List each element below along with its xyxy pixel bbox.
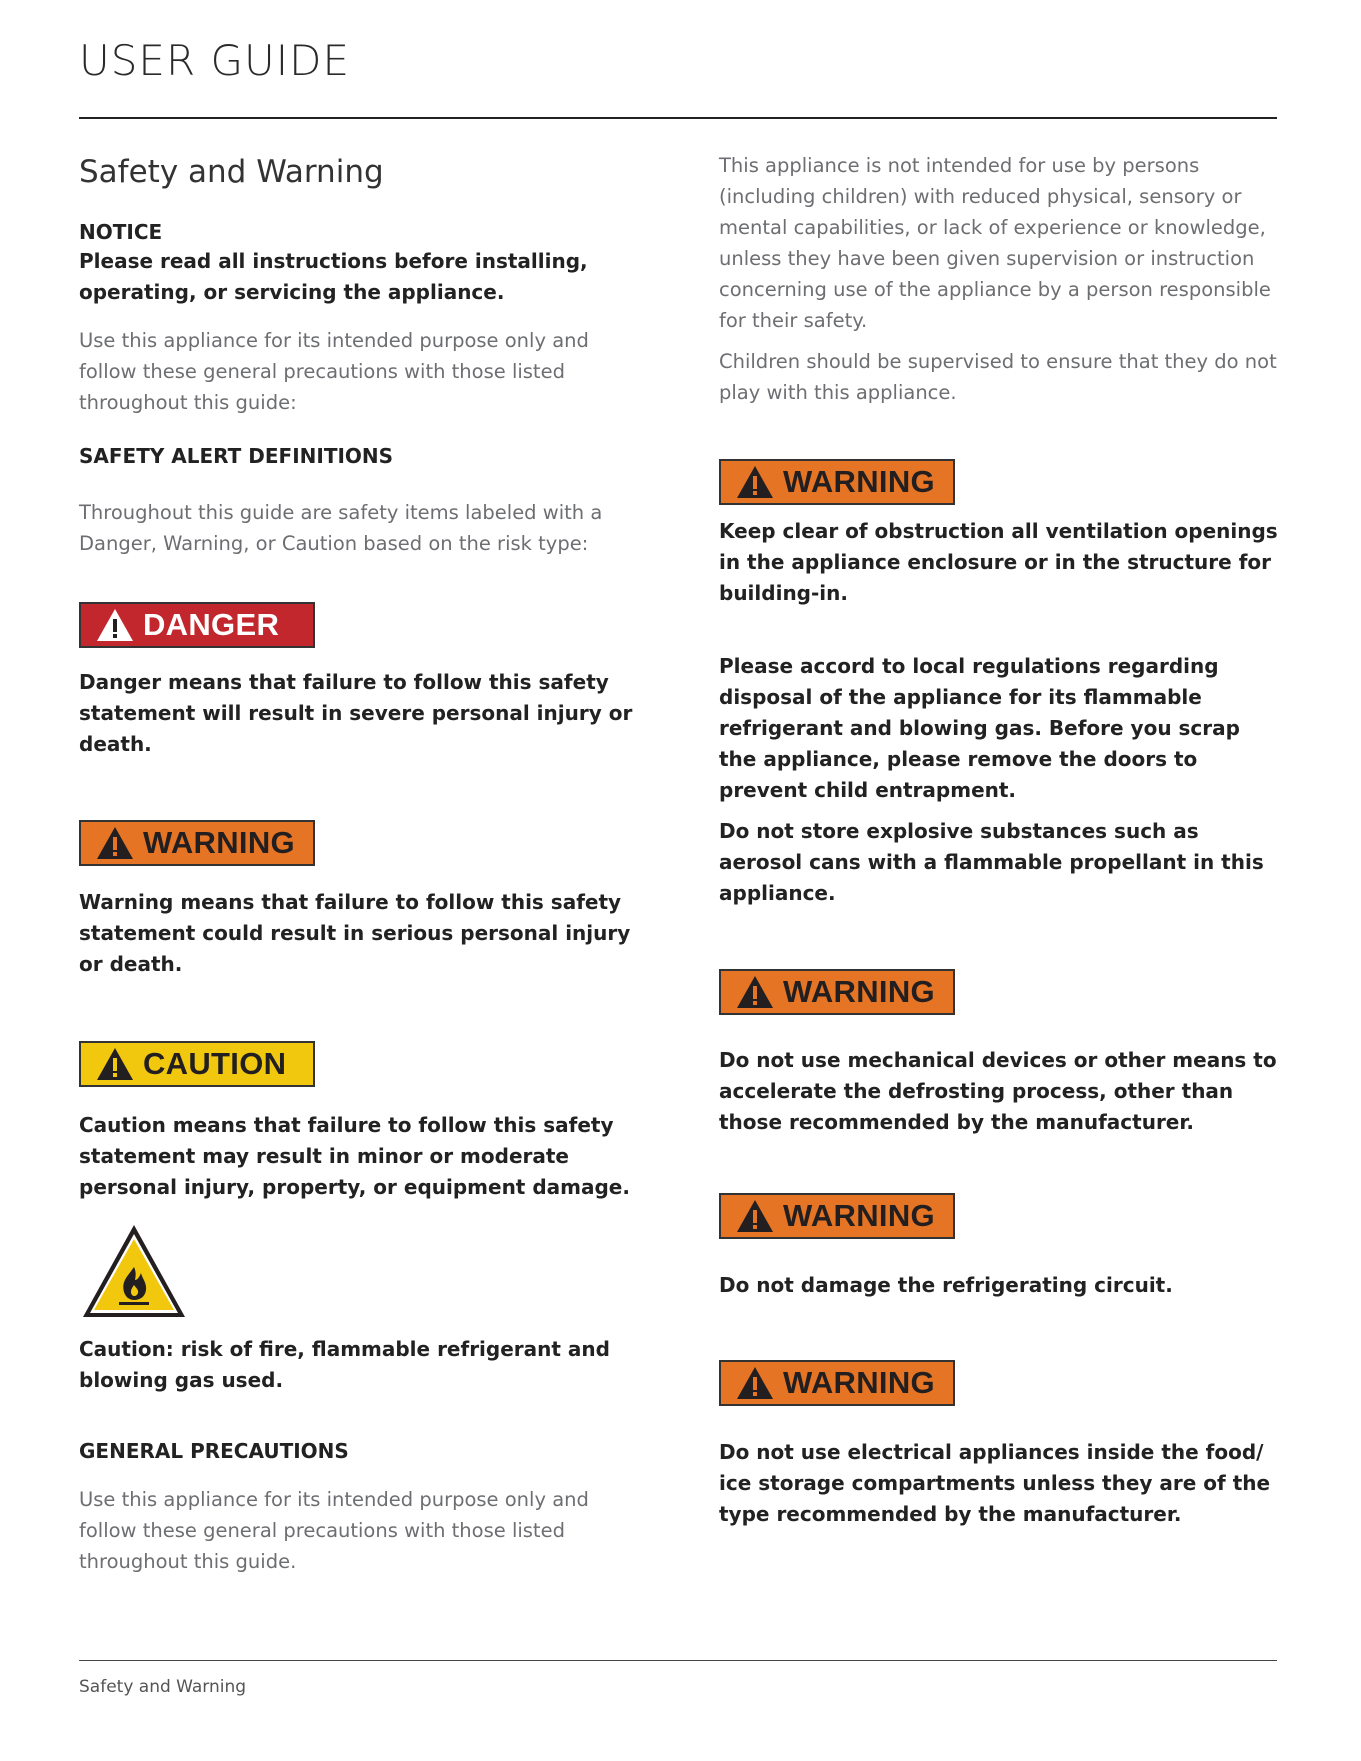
warning-label-text: WARNING [783, 974, 935, 1009]
defrost-warning-text: Do not use mechanical devices or other means to accelerate the defrosting process, other than those recommended by the manufacturer. [719, 1048, 1277, 1134]
warning-label [79, 820, 315, 866]
header-divider [79, 117, 1277, 119]
warning-triangle-icon [735, 1364, 775, 1402]
caution-text: Caution means that failure to follow this safety statement may result in minor or moderate personal injury, property, or equipment damage. [79, 1113, 630, 1199]
supervision-paragraph: This appliance is not intended for use by persons (including children) with reduced physical, sensory or mental capabilities, or lack of experience or knowledge, unless they have been given supervision or instruction concerning use of the appliance by a person responsible for their safety. [719, 154, 1271, 332]
warning-triangle-icon [735, 973, 775, 1011]
warning-triangle-icon [735, 463, 775, 501]
footer-section-name: Safety and Warning [79, 1677, 247, 1697]
ventilation-warning-text: Keep clear of obstruction all ventilation openings in the appliance enclosure or in the structure for building-in. [719, 519, 1278, 605]
section-title: Safety and Warning [79, 154, 384, 190]
explosive-text: Do not store explosive substances such as aerosol cans with a flammable propellant in this appliance. [719, 819, 1264, 905]
footer-divider [79, 1660, 1277, 1661]
warning-label [719, 969, 955, 1015]
danger-label [79, 602, 315, 648]
warning-label [719, 1193, 955, 1239]
danger-text: Danger means that failure to follow this safety statement will result in severe personal injury or death. [79, 670, 633, 756]
warning-triangle-icon [95, 1045, 135, 1083]
warning-label [719, 1360, 955, 1406]
warning-label-text: WARNING [783, 1198, 935, 1233]
electrical-appliances-text: Do not use electrical appliances inside the food/ ice storage compartments unless they are of the type recommended by the manufacturer. [719, 1440, 1271, 1526]
warning-label-text: WARNING [783, 464, 935, 499]
warning-label-text: WARNING [143, 825, 295, 860]
notice-text: Please read all instructions before installing, operating, or servicing the appliance. [79, 249, 588, 304]
warning-triangle-icon [95, 606, 135, 644]
definitions-intro: Throughout this guide are safety items labeled with a Danger, Warning, or Caution based on the risk type: [79, 501, 603, 555]
warning-triangle-icon [95, 824, 135, 862]
left-column [79, 150, 639, 1577]
children-paragraph: Children should be supervised to ensure that they do not play with this appliance. [719, 350, 1277, 404]
right-column [719, 150, 1279, 1530]
warning-triangle-icon [735, 1197, 775, 1235]
definitions-heading: SAFETY ALERT DEFINITIONS [79, 444, 394, 468]
danger-label-text: DANGER [143, 607, 280, 642]
caution-label-text: CAUTION [143, 1046, 287, 1081]
intro-text: Use this appliance for its intended purpose only and follow these general precautions with those listed throughout this guide: [79, 329, 589, 414]
fire-caution-text: Caution: risk of fire, flammable refrigerant and blowing gas used. [79, 1337, 610, 1392]
page-header-title: USER GUIDE [79, 36, 351, 85]
general-precautions-text: Use this appliance for its intended purpose only and follow these general precautions with those listed throughout this guide. [79, 1488, 589, 1573]
refrigerating-circuit-text: Do not damage the refrigerating circuit. [719, 1273, 1173, 1297]
warning-text: Warning means that failure to follow this safety statement could result in serious personal injury or death. [79, 890, 631, 976]
disposal-text: Please accord to local regulations regarding disposal of the appliance for its flammable refrigerant and blowing gas. Before you scrap the appliance, please remove the doors to prevent child entrapment. [719, 654, 1240, 802]
notice-heading: NOTICE [79, 220, 163, 244]
flammable-icon [79, 1221, 189, 1321]
warning-label-text: WARNING [783, 1365, 935, 1400]
caution-label [79, 1041, 315, 1087]
general-precautions-heading: GENERAL PRECAUTIONS [79, 1439, 349, 1463]
warning-label [719, 459, 955, 505]
